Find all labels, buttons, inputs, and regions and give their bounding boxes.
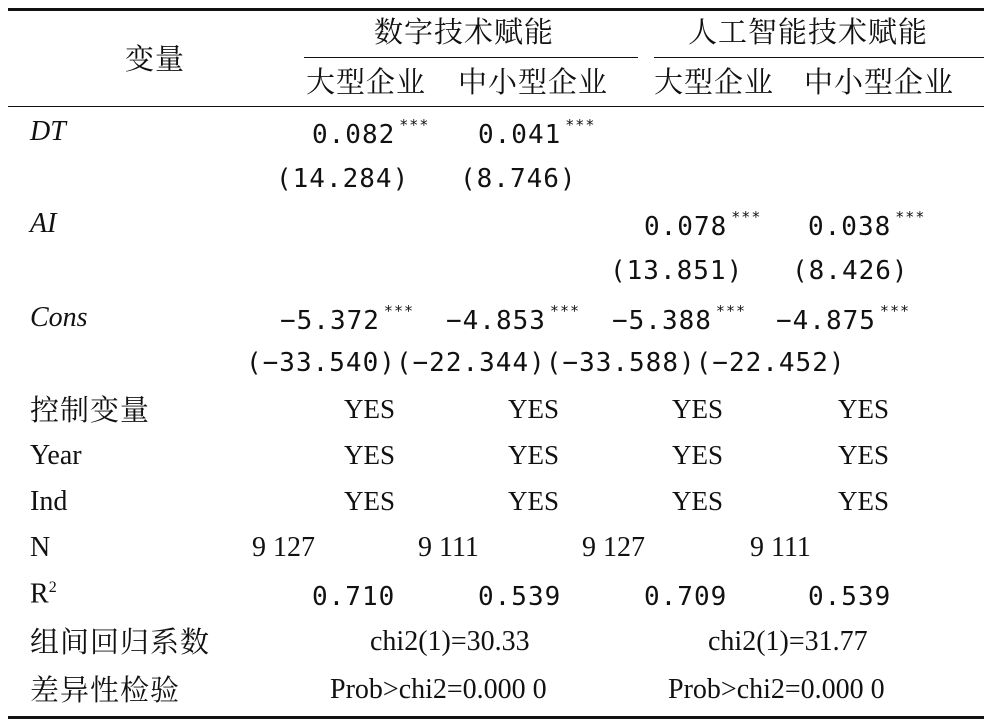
r2-1: 0.710: [312, 582, 396, 612]
row-label-ind: Ind: [30, 486, 68, 517]
r2-3: 0.709: [644, 582, 728, 612]
cons-coef-1: −5.372 ***: [280, 302, 415, 336]
row-label-year: Year: [30, 440, 82, 471]
r2-2: 0.539: [478, 582, 562, 612]
header-sub-4: 中小型企业: [804, 65, 955, 99]
year-2: YES: [508, 440, 560, 470]
diff-test-dt: Prob>chi2=0.000 0: [330, 674, 547, 705]
year-4: YES: [838, 440, 890, 470]
header-sub-1: 大型企业: [306, 65, 427, 99]
n-2: 9 111: [418, 532, 479, 563]
header-rule: [8, 106, 984, 107]
n-3: 9 127: [582, 532, 645, 563]
ai-t-large: (13.851): [610, 256, 744, 286]
control-2: YES: [508, 394, 560, 424]
ai-t-sme: (8.426): [792, 256, 909, 286]
row-label-r2: $R^2$: [30, 578, 57, 610]
row-label-control: 控制变量: [30, 393, 151, 427]
year-3: YES: [672, 440, 724, 470]
header-sub-3: 大型企业: [654, 65, 775, 99]
dt-coef-large: 0.082 ***: [312, 116, 430, 150]
row-label-ai: AI: [30, 208, 57, 239]
n-4: 9 111: [750, 532, 811, 563]
n-1: 9 127: [252, 532, 315, 563]
dt-coef-sme: 0.041 ***: [478, 116, 596, 150]
group-coef-dt: chi2(1)=30.33: [370, 626, 530, 657]
top-rule: [8, 8, 984, 11]
ind-2: YES: [508, 486, 560, 516]
group-rule-dt: [304, 57, 638, 58]
row-label-dt: DT: [30, 116, 66, 147]
row-label-n: N: [30, 532, 51, 563]
row-label-diff-test: 差异性检验: [30, 673, 181, 707]
ind-4: YES: [838, 486, 890, 516]
diff-test-ai: Prob>chi2=0.000 0: [668, 674, 885, 705]
header-variable: 变量: [125, 42, 186, 76]
header-sub-2: 中小型企业: [458, 65, 609, 99]
header-group-dt: 数字技术赋能: [374, 15, 555, 49]
dt-t-large: (14.284): [276, 164, 410, 194]
control-1: YES: [344, 394, 396, 424]
cons-t-values: (−33.540)(−22.344)(−33.588)(−22.452): [246, 348, 846, 378]
group-coef-ai: chi2(1)=31.77: [708, 626, 868, 657]
cons-coef-2: −4.853 ***: [446, 302, 581, 336]
ind-3: YES: [672, 486, 724, 516]
cons-coef-3: −5.388 ***: [612, 302, 747, 336]
ind-1: YES: [344, 486, 396, 516]
ai-coef-sme: 0.038 ***: [808, 208, 926, 242]
regression-table: [8, 0, 984, 728]
ai-coef-large: 0.078 ***: [644, 208, 762, 242]
dt-t-sme: (8.746): [460, 164, 577, 194]
row-label-cons: Cons: [30, 302, 88, 333]
header-group-ai: 人工智能技术赋能: [688, 15, 929, 49]
r2-4: 0.539: [808, 582, 892, 612]
group-rule-ai: [654, 57, 984, 58]
control-3: YES: [672, 394, 724, 424]
row-label-group-coef: 组间回归系数: [30, 625, 211, 659]
control-4: YES: [838, 394, 890, 424]
year-1: YES: [344, 440, 396, 470]
bottom-rule: [8, 716, 984, 719]
cons-coef-4: −4.875 ***: [776, 302, 911, 336]
